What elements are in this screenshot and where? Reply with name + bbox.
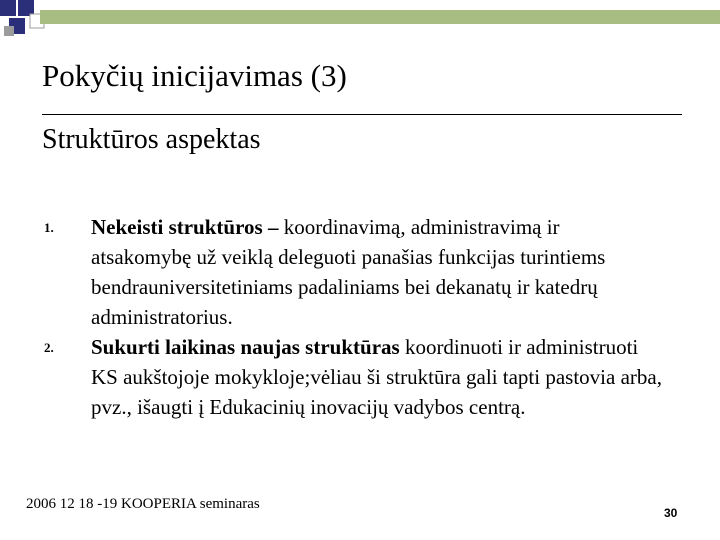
list-item <box>44 212 664 332</box>
slide-title: Pokyčių inicijavimas (3) <box>42 58 347 93</box>
page-number: 30 <box>664 506 678 520</box>
numbered-list <box>44 212 664 422</box>
header-decoration <box>0 0 720 40</box>
slide-footer: 2006 12 18 -19 KOOPERIA seminaras <box>26 496 260 512</box>
list-item-text: koordinavimą, administravimą ir atsakomybę už veiklą deleguoti panašias funkcijas turintiems bendrauniversitetiniams padaliniams bei dekanatų ir katedrų administratorius. <box>91 215 606 329</box>
list-item-number: 2. <box>44 340 54 355</box>
list-item-bold-text: Nekeisti struktūros – <box>91 215 279 239</box>
slide-subtitle: Struktūros aspektas <box>42 124 261 155</box>
list-item-text: koordinuoti ir administruoti KS aukštojoje mokykloje;vėliau ši struktūra gali tapti pastovia arba, pvz., išaugti į Edukacinių inovacijų vadybos centrą. <box>91 335 662 419</box>
list-item-bold-text: Sukurti laikinas naujas struktūras <box>91 335 400 359</box>
title-divider <box>42 114 682 115</box>
list-item <box>44 332 664 422</box>
list-item-number: 1. <box>44 220 54 235</box>
